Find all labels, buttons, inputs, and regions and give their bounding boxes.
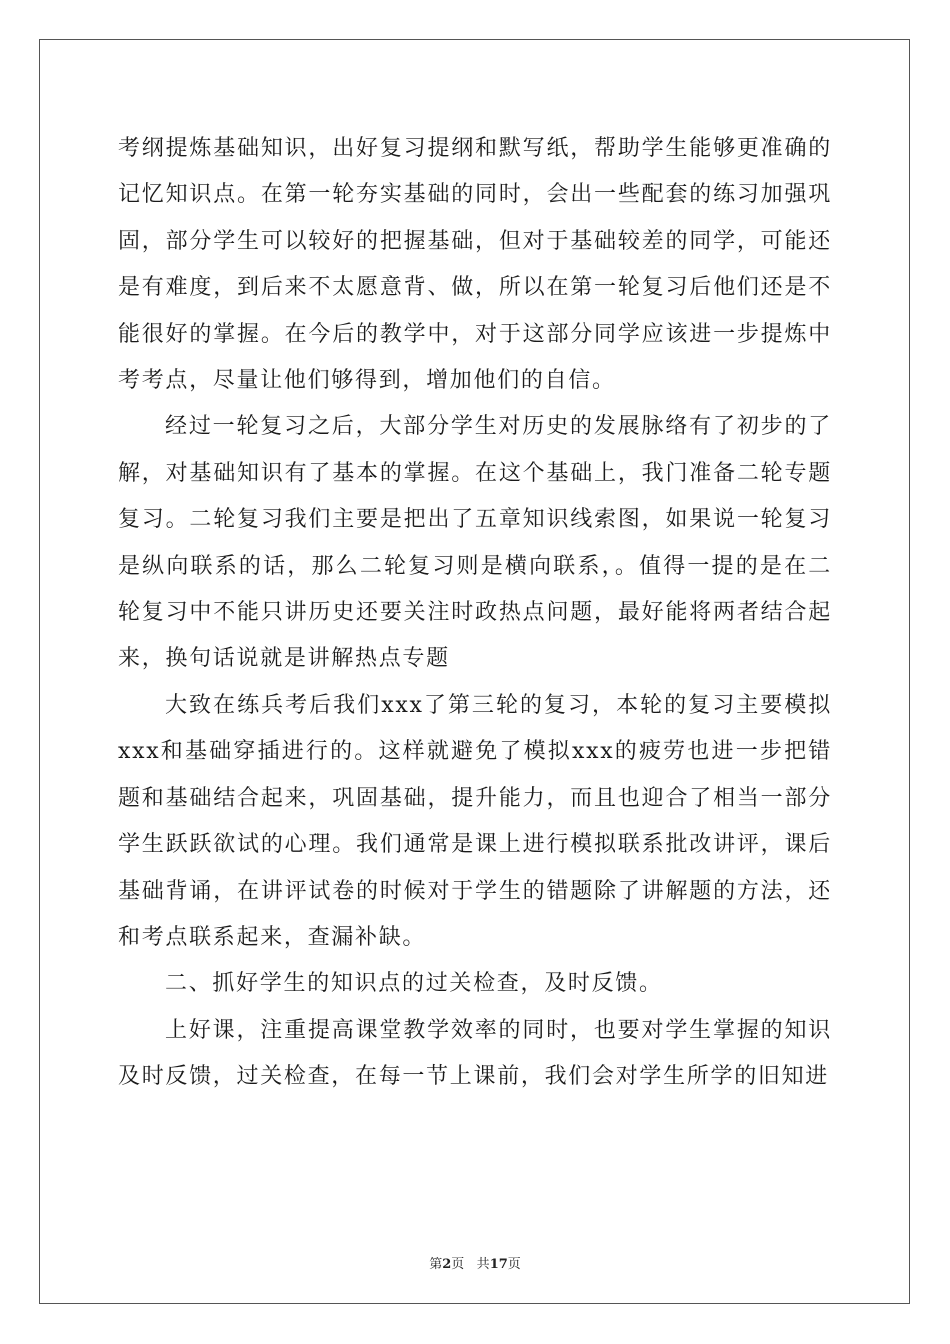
paragraph-3: 大致在练兵考后我们xxx了第三轮的复习，本轮的复习主要模拟xxx和基础穿插进行的。这样就避免了模拟xxx的疲劳也进一步把错题和基础结合起来，巩固基础，提升能力，而且也迎合了相当一部分学生跃跃欲试的心理。我们通常是课上进行模拟联系批改讲评，课后基础背诵，在讲评试卷的时候对于学生的错题除了讲解题的方法，还和考点联系起来，查漏补缺。 [118, 692, 832, 950]
document-body [118, 126, 832, 1101]
total-label-suffix: 页 [507, 1257, 521, 1272]
paragraph-1: 考纲提炼基础知识，出好复习提纲和默写纸，帮助学生能够更准确的记忆知识点。在第一轮夯实基础的同时，会出一些配套的练习加强巩固，部分学生可以较好的把握基础，但对于基础较差的同学，可能还是有难度，到后来不太愿意背、做，所以在第一轮复习后他们还是不能很好的掌握。在今后的教学中，对于这部分同学应该进一步提炼中考考点，尽量让他们够得到，增加他们的自信。 [118, 136, 832, 394]
paragraph-2: 经过一轮复习之后，大部分学生对历史的发展脉络有了初步的了解，对基础知识有了基本的掌握。在这个基础上，我门准备二轮专题复习。二轮复习我们主要是把出了五章知识线索图，如果说一轮复习是纵向联系的话，那么二轮复习则是横向联系，。值得一提的是在二轮复习中不能只讲历史还要关注时政热点问题，最好能将两者结合起来，换句话说就是讲解热点专题 [118, 414, 832, 672]
paragraph-4: 二、抓好学生的知识点的过关检查，及时反馈。 [165, 971, 663, 997]
page-label-prefix: 第 [429, 1257, 443, 1272]
page-current: 2 [442, 1257, 452, 1272]
total-label-prefix: 共 [476, 1257, 490, 1272]
page-label-suffix: 页 [451, 1257, 465, 1272]
paragraph-5: 上好课，注重提高课堂教学效率的同时，也要对学生掌握的知识及时反馈，过关检查，在每一节上课前，我们会对学生所学的旧知进 [118, 1017, 832, 1090]
page-footer [0, 1253, 950, 1272]
page-total: 17 [489, 1257, 508, 1272]
